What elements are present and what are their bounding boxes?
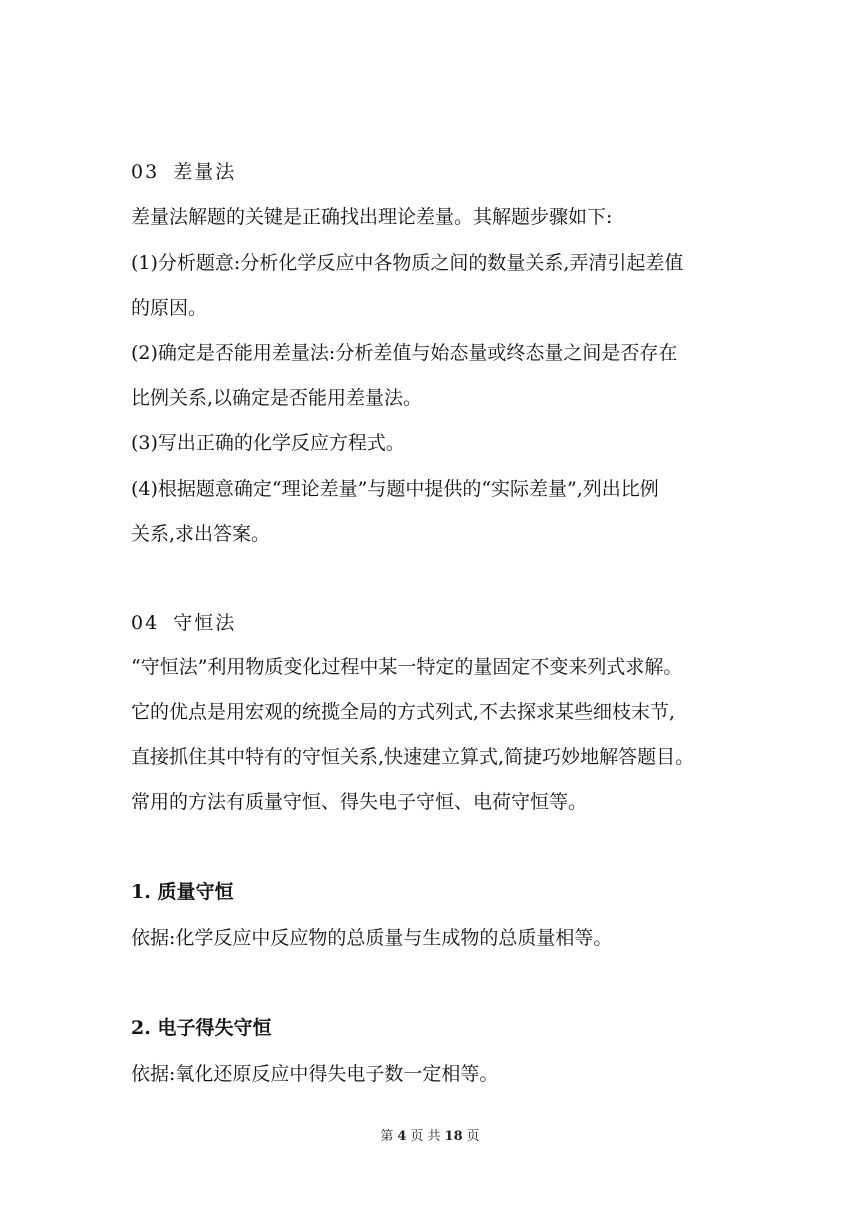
- section-03-line-6: (3)写出正确的化学反应方程式。: [131, 432, 405, 454]
- section-04-title: 守恒法: [173, 612, 237, 634]
- section-03-number: 03: [131, 161, 160, 183]
- section-04-line-1: “守恒法”利用物质变化过程中某一特定的量固定不变来列式求解。: [131, 656, 683, 678]
- page-footer: [0, 1128, 860, 1146]
- footer-middle: 页 共: [410, 1129, 441, 1144]
- subsection-2-text: 依据:氧化还原反应中得失电子数一定相等。: [131, 1063, 499, 1085]
- section-04-number: 04: [131, 612, 160, 634]
- subsection-2-title: 2. 电子得失守恒: [131, 1017, 272, 1039]
- section-04-heading: [131, 611, 751, 635]
- section-03-line-5: 比例关系,以确定是否能用差量法。: [131, 387, 423, 409]
- footer-suffix: 页: [466, 1129, 480, 1144]
- subsection-1-title: 1. 质量守恒: [131, 881, 234, 903]
- footer-current-page: 4: [397, 1129, 407, 1144]
- section-03-line-1: 差量法解题的关键是正确找出理论差量。其解题步骤如下:: [131, 206, 613, 228]
- section-04-line-3: 直接抓住其中特有的守恒关系,快速建立算式,简捷巧妙地解答题目。: [131, 746, 695, 768]
- section-03-line-4: (2)确定是否能用差量法:分析差值与始态量或终态量之间是否存在: [131, 342, 678, 364]
- section-03-line-7: (4)根据题意确定“理论差量”与题中提供的“实际差量”,列出比例: [131, 478, 659, 500]
- footer-total-pages: 18: [444, 1129, 463, 1144]
- section-04-line-2: 它的优点是用宏观的统揽全局的方式列式,不去探求某些细枝末节,: [131, 701, 676, 723]
- section-03-heading: [131, 160, 751, 184]
- section-04-line-4: 常用的方法有质量守恒、得失电子守恒、电荷守恒等。: [131, 791, 588, 813]
- section-03-line-3: 的原因。: [131, 297, 208, 319]
- subsection-1-text: 依据:化学反应中反应物的总质量与生成物的总质量相等。: [131, 927, 613, 949]
- section-03-line-8: 关系,求出答案。: [131, 523, 271, 545]
- section-03-line-2: (1)分析题意:分析化学反应中各物质之间的数量关系,弄清引起差值: [131, 252, 684, 274]
- section-03-title: 差量法: [173, 161, 237, 183]
- footer-prefix: 第: [380, 1129, 394, 1144]
